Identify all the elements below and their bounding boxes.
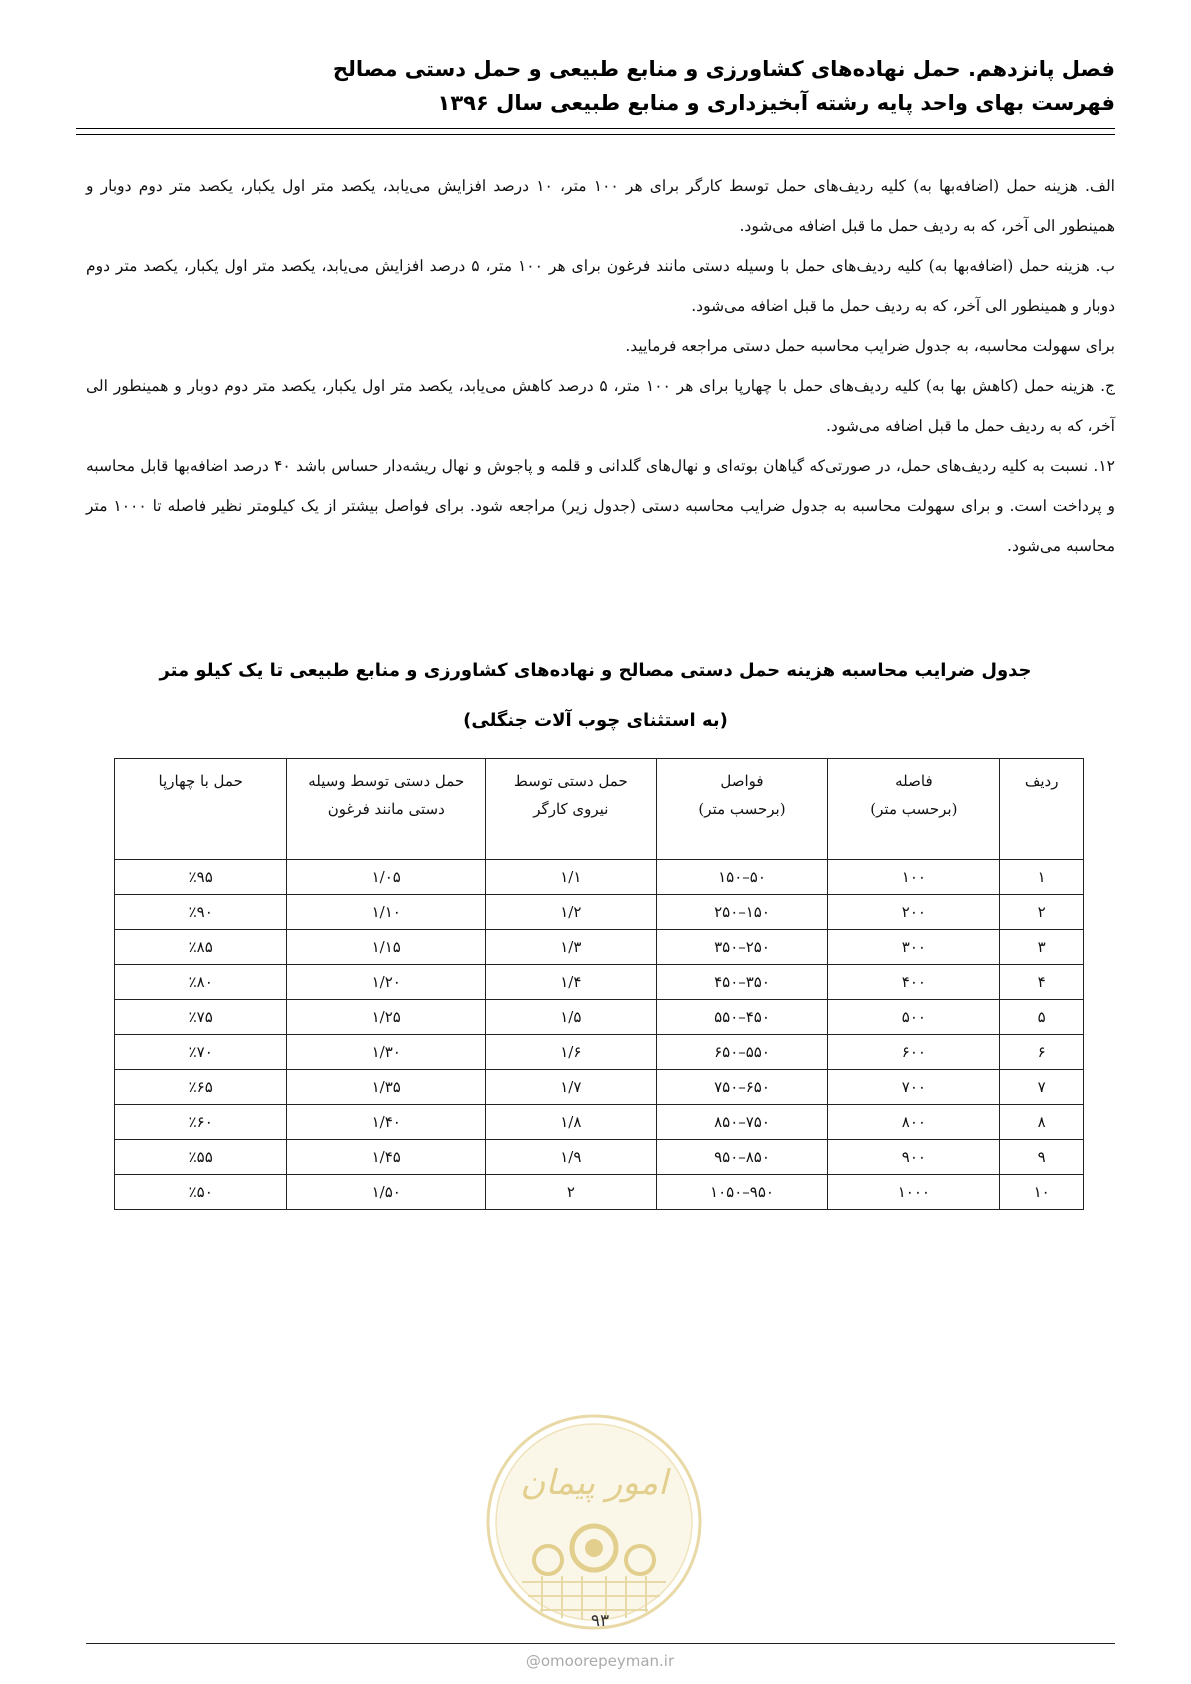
- cell-distance: ۲۰۰: [828, 895, 1000, 930]
- cell-row: ۹: [1000, 1140, 1084, 1175]
- cell-tool: ۱/۲۰: [287, 965, 486, 1000]
- header-divider-bottom: [76, 134, 1115, 135]
- cell-row: ۲: [1000, 895, 1084, 930]
- table-row: [115, 1105, 1084, 1140]
- paragraph-note: برای سهولت محاسبه، به جدول ضرایب محاسبه حمل دستی مراجعه فرمایید.: [625, 337, 1115, 355]
- paragraph-12: ۱۲. نسبت به کلیه ردیف‌های حمل، در صورتی‌که گیاهان بوته‌ای و نهال‌های گلدانی و قلمه و پاجوش و نهال ریشه‌دار حساس باشد ۴۰ درصد اضافه‌بها قابل محاسبه و پرداخت است. و برای سهولت محاسبه به جدول ضرایب محاسبه دستی (جدول زیر) مراجعه شود. برای فواصل بیشتر از یک کیلومتر نظیر فاصله تا ۱۰۰۰ متر محاسبه می‌شود.: [86, 457, 1115, 555]
- cell-animal: ٪۶۵: [115, 1070, 287, 1105]
- table-row: [115, 1035, 1084, 1070]
- table-row: [115, 1140, 1084, 1175]
- cell-distance: ۱۰۰۰: [828, 1175, 1000, 1210]
- cell-tool: ۱/۳۵: [287, 1070, 486, 1105]
- table-row: [115, 965, 1084, 1000]
- document-title: فهرست بهای واحد پایه رشته آبخیزداری و منابع طبیعی سال ۱۳۹۶: [437, 91, 1115, 115]
- cell-row: ۷: [1000, 1070, 1084, 1105]
- table-row: [115, 1070, 1084, 1105]
- cell-worker: ۱/۸: [486, 1105, 656, 1140]
- cell-animal: ٪۶۰: [115, 1105, 287, 1140]
- cell-worker: ۲: [486, 1175, 656, 1210]
- table-row: [115, 1000, 1084, 1035]
- chapter-title: فصل پانزدهم. حمل نهاده‌های کشاورزی و منابع طبیعی و حمل دستی مصالح: [332, 57, 1115, 81]
- header-distance-line2: (برحسب متر): [870, 800, 958, 818]
- cell-range: ۲۵۰–۳۵۰: [656, 930, 828, 965]
- header-range-line2: (برحسب متر): [698, 800, 786, 818]
- header-animal: [115, 759, 287, 860]
- header-worker: [486, 759, 656, 860]
- cell-tool: ۱/۵۰: [287, 1175, 486, 1210]
- cell-distance: ۷۰۰: [828, 1070, 1000, 1105]
- page-header: [76, 52, 1115, 120]
- cell-distance: ۳۰۰: [828, 930, 1000, 965]
- paragraph-alef: الف. هزینه حمل (اضافه‌بها به) کلیه ردیف‌های حمل توسط کارگر برای هر ۱۰۰ متر، ۱۰ درصد افزایش می‌یابد، یکصد متر اول یکبار، یکصد متر دوم دوبار و همینطور الی آخر، که به ردیف حمل ما قبل اضافه می‌شود.: [86, 177, 1115, 235]
- cell-animal: ٪۸۰: [115, 965, 287, 1000]
- paragraph-be: ب. هزینه حمل (اضافه‌بها به) کلیه ردیف‌های حمل با وسیله دستی مانند فرغون برای هر ۱۰۰ متر، ۵ درصد افزایش می‌یابد، یکصد متر اول یکبار، یکصد متر دوم دوبار و همینطور الی آخر، که به ردیف حمل ما قبل اضافه می‌شود.: [86, 257, 1115, 315]
- cell-range: ۵۰–۱۵۰: [656, 860, 828, 895]
- cell-row: ۱: [1000, 860, 1084, 895]
- cell-worker: ۱/۱: [486, 860, 656, 895]
- cell-distance: ۶۰۰: [828, 1035, 1000, 1070]
- header-row-label: ردیف: [1024, 772, 1059, 790]
- coefficient-table: [114, 758, 1084, 1210]
- header-distance: [828, 759, 1000, 860]
- cell-distance: ۸۰۰: [828, 1105, 1000, 1140]
- cell-range: ۱۵۰–۲۵۰: [656, 895, 828, 930]
- cell-row: ۳: [1000, 930, 1084, 965]
- cell-animal: ٪۷۵: [115, 1000, 287, 1035]
- table-row: [115, 930, 1084, 965]
- table-title: جدول ضرایب محاسبه هزینه حمل دستی مصالح و نهاده‌های کشاورزی و منابع طبیعی تا یک کیلو متر: [159, 660, 1032, 681]
- table-row: [115, 860, 1084, 895]
- header-tool-line1: حمل دستی توسط وسیله: [308, 772, 465, 790]
- body-text: [86, 166, 1115, 566]
- cell-range: ۷۵۰–۸۵۰: [656, 1105, 828, 1140]
- header-distance-line1: فاصله: [895, 772, 933, 790]
- cell-tool: ۱/۱۵: [287, 930, 486, 965]
- cell-distance: ۴۰۰: [828, 965, 1000, 1000]
- svg-text:امور پیمان: امور پیمان: [520, 1463, 668, 1503]
- cell-worker: ۱/۶: [486, 1035, 656, 1070]
- header-tool: [287, 759, 486, 860]
- cell-distance: ۹۰۰: [828, 1140, 1000, 1175]
- cell-row: ۸: [1000, 1105, 1084, 1140]
- footer-divider: [86, 1643, 1115, 1644]
- cell-tool: ۱/۴۵: [287, 1140, 486, 1175]
- cell-tool: ۱/۰۵: [287, 860, 486, 895]
- cell-tool: ۱/۳۰: [287, 1035, 486, 1070]
- cell-range: ۸۵۰–۹۵۰: [656, 1140, 828, 1175]
- cell-animal: ٪۹۰: [115, 895, 287, 930]
- cell-worker: ۱/۹: [486, 1140, 656, 1175]
- cell-range: ۹۵۰–۱۰۵۰: [656, 1175, 828, 1210]
- cell-animal: ٪۵۵: [115, 1140, 287, 1175]
- table-header-row: [115, 759, 1084, 860]
- cell-worker: ۱/۷: [486, 1070, 656, 1105]
- cell-distance: ۵۰۰: [828, 1000, 1000, 1035]
- header-row-number: [1000, 759, 1084, 860]
- cell-animal: ٪۸۵: [115, 930, 287, 965]
- page-number: ۹۳: [590, 1611, 610, 1631]
- cell-tool: ۱/۱۰: [287, 895, 486, 930]
- cell-worker: ۱/۴: [486, 965, 656, 1000]
- header-worker-line1: حمل دستی توسط: [513, 772, 628, 790]
- header-range-line1: فواصل: [720, 772, 764, 790]
- cell-range: ۵۵۰–۶۵۰: [656, 1035, 828, 1070]
- cell-range: ۴۵۰–۵۵۰: [656, 1000, 828, 1035]
- cell-worker: ۱/۳: [486, 930, 656, 965]
- header-range: [656, 759, 828, 860]
- paragraph-jim: ج. هزینه حمل (کاهش بها به) کلیه ردیف‌های حمل با چهارپا برای هر ۱۰۰ متر، ۵ درصد کاهش می‌یابد، یکصد متر اول یکبار، یکصد متر دوم دوبار و همینطور الی آخر، که به ردیف حمل ما قبل اضافه می‌شود.: [86, 377, 1115, 435]
- table-subtitle: (به استثنای چوب آلات جنگلی): [463, 710, 728, 731]
- cell-distance: ۱۰۰: [828, 860, 1000, 895]
- cell-worker: ۱/۵: [486, 1000, 656, 1035]
- header-tool-line2: دستی مانند فرغون: [327, 800, 445, 818]
- watermark-seal: [482, 1410, 706, 1634]
- table-row: [115, 1175, 1084, 1210]
- cell-animal: ٪۷۰: [115, 1035, 287, 1070]
- header-animal-label: حمل با چهارپا: [158, 772, 243, 790]
- cell-row: ۴: [1000, 965, 1084, 1000]
- cell-worker: ۱/۲: [486, 895, 656, 930]
- cell-range: ۶۵۰–۷۵۰: [656, 1070, 828, 1105]
- website-watermark: @omoorepeyman.ir: [525, 1652, 675, 1670]
- cell-row: ۶: [1000, 1035, 1084, 1070]
- cell-animal: ٪۹۵: [115, 860, 287, 895]
- cell-row: ۱۰: [1000, 1175, 1084, 1210]
- header-worker-line2: نیروی کارگر: [533, 800, 609, 818]
- header-divider-top: [76, 128, 1115, 129]
- cell-range: ۳۵۰–۴۵۰: [656, 965, 828, 1000]
- cell-tool: ۱/۲۵: [287, 1000, 486, 1035]
- cell-animal: ٪۵۰: [115, 1175, 287, 1210]
- cell-row: ۵: [1000, 1000, 1084, 1035]
- cell-tool: ۱/۴۰: [287, 1105, 486, 1140]
- table-row: [115, 895, 1084, 930]
